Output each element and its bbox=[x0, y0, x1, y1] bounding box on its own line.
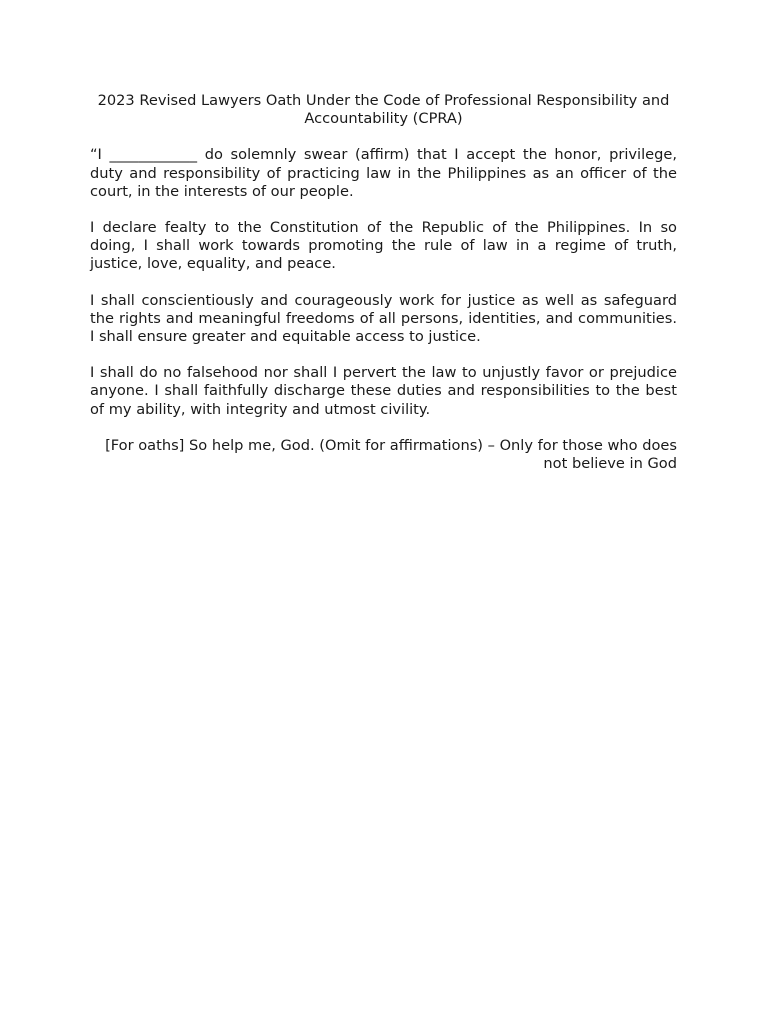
oath-paragraph-4: I shall do no falsehood nor shall I pervert the law to unjustly favor or prejudice anyone. I shall faithfully discharge these duties and responsibilities to the best of my ability, with integrity and utmost civility. bbox=[90, 364, 677, 418]
oath-closing: [For oaths] So help me, God. (Omit for affirmations) – Only for those who does not believe in God bbox=[105, 436, 677, 473]
document-body bbox=[90, 92, 677, 473]
oath-paragraph-3: I shall conscientiously and courageously work for justice as well as safeguard the rights and meaningful freedoms of all persons, identities, and communities. I shall ensure greater and equitable access to justice. bbox=[90, 291, 677, 346]
oath-paragraph-2: I declare fealty to the Constitution of the Republic of the Philippines. In so doing, I shall work towards promoting the rule of law in a regime of truth, justice, love, equality, and peace. bbox=[90, 219, 677, 273]
document-title: 2023 Revised Lawyers Oath Under the Code of Professional Responsibility and Accountability (CPRA) bbox=[97, 92, 670, 128]
oath-paragraph-1: “I ____________ do solemnly swear (affirm) that I accept the honor, privilege, duty and responsibility of practicing law in the Philippines as an officer of the court, in the interests of our people. bbox=[90, 146, 677, 200]
